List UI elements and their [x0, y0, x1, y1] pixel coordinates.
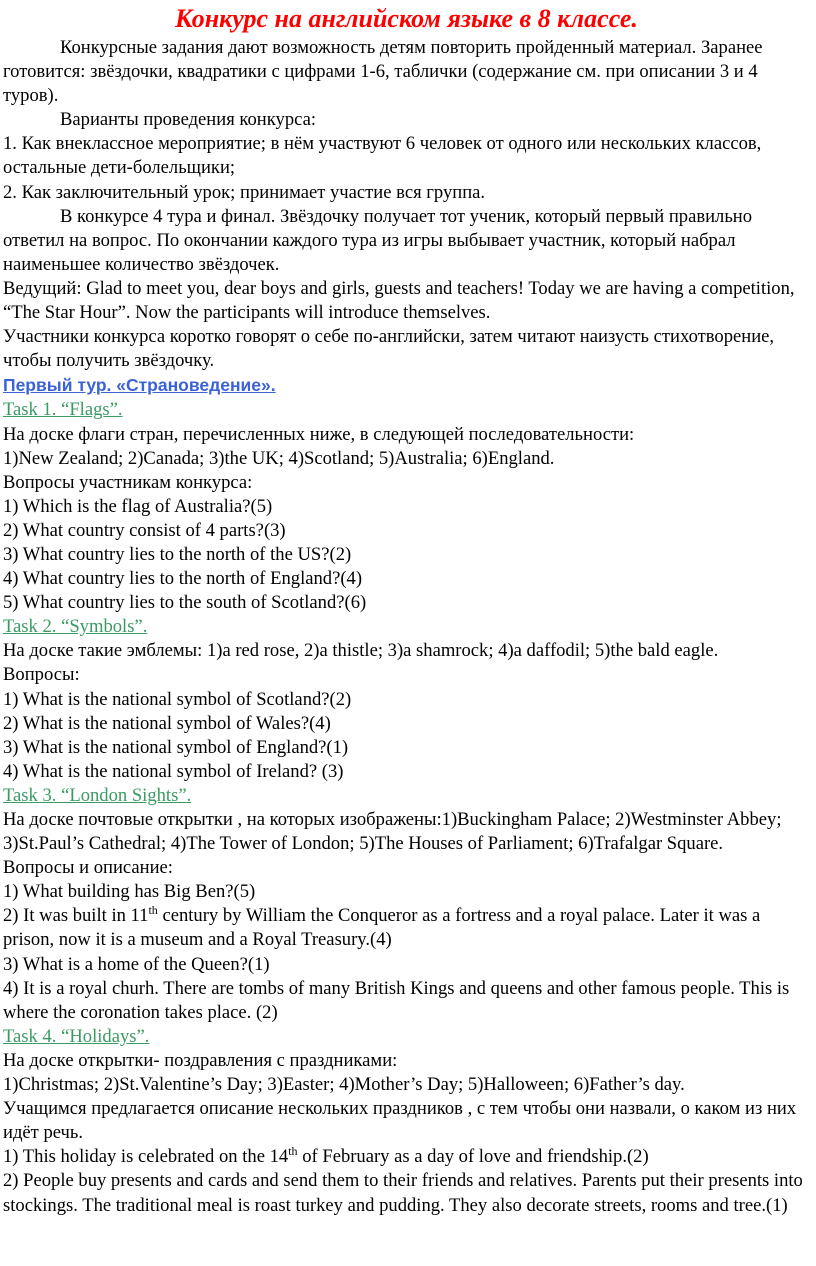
task1-question: 1) Which is the flag of Australia?(5)	[3, 495, 273, 517]
task1-question: 4) What country lies to the north of England?(4)	[3, 568, 363, 590]
task1-question: 5) What country lies to the south of Scotland?(6)	[3, 592, 367, 614]
task4-intro: На доске открытки- поздравления с праздниками:	[3, 1049, 398, 1071]
task2-question: 4) What is the national symbol of Ireland? (3)	[3, 760, 344, 782]
task1-line: 1)New Zealand; 2)Canada; 3)the UK; 4)Scotland; 5)Australia; 6)England.	[3, 447, 555, 469]
rules-paragraph: В конкурсе 4 тура и финал. Звёздочку получает тот ученик, который первый правильно ответил на вопрос. По окончании каждого тура из игры выбывает участник, который набрал наименьшее количество звёздочек.	[3, 205, 753, 275]
task3-questions-label: Вопросы и описание:	[3, 857, 173, 879]
task2-heading: Task 2. “Symbols”.	[3, 616, 148, 638]
task3-question: 2) It was built in 11th century by William the Conqueror as a fortress and a royal palace. Later it was a prison, now it is a museum and a Royal Treasury.(4)	[3, 903, 761, 951]
task4-question: 1) This holiday is celebrated on the 14th of February as a day of love and friendship.(2)	[3, 1144, 649, 1168]
task3-intro: На доске почтовые открытки , на которых изображены:1)Buckingham Palace; 2)Westminster Abbey; 3)St.Paul’s Cathedral; 4)The Tower of London; 5)The Houses of Parliament; 6)Trafalgar Square.	[3, 809, 782, 855]
task3-heading: Task 3. “London Sights”.	[3, 784, 192, 806]
task3-question: 1) What building has Big Ben?(5)	[3, 881, 256, 903]
host-speech: Ведущий: Glad to meet you, dear boys and girls, guests and teachers! Today we are having a competition, “The Star Hour”. Now the participants will introduce themselves.	[3, 277, 795, 324]
task4-list: 1)Christmas; 2)St.Valentine’s Day; 3)Easter; 4)Mother’s Day; 5)Halloween; 6)Father’s day.	[3, 1074, 685, 1096]
task1-line: Вопросы участникам конкурса:	[3, 471, 253, 493]
variant-item: 2. Как заключительный урок; принимает участие вся группа.	[3, 181, 486, 203]
task1-question: 3) What country lies to the north of the US?(2)	[3, 543, 352, 565]
task4-question: 2) People buy presents and cards and send them to their friends and relatives. Parents put their presents into stockings. The traditional meal is roast turkey and pudding. They also decorate streets, rooms and tree.(1)	[3, 1170, 803, 1216]
task4-heading: Task 4. “Holidays”.	[3, 1025, 150, 1047]
variants-heading: Варианты проведения конкурса:	[60, 109, 317, 131]
tour1-heading: Первый тур. «Страноведение».	[3, 375, 276, 396]
task1-heading: Task 1. “Flags”.	[3, 399, 123, 421]
variant-item: 1. Как внеклассное мероприятие; в нём участвуют 6 человек от одного или нескольких классов, остальные дети-болельщики;	[3, 133, 762, 179]
task1-question: 2) What country consist of 4 parts?(3)	[3, 519, 286, 541]
task3-question: 4) It is a royal churh. There are tombs of many British Kings and queens and other famous people. This is where the coronation takes place. (2)	[3, 977, 790, 1023]
intro-paragraph: Конкурсные задания дают возможность детям повторить пройденный материал. Заранее готовится: звёздочки, квадратики с цифрами 1-6, таблички (содержание см. при описании 3 и 4 туров).	[3, 37, 763, 107]
task2-question: 1) What is the national symbol of Scotland?(2)	[3, 688, 352, 710]
task4-description: Учащимся предлагается описание нескольких праздников , с тем чтобы они назвали, о каком из них идёт речь.	[3, 1098, 797, 1144]
participants-paragraph: Участники конкурса коротко говорят о себе по-английски, затем читают наизусть стихотворение, чтобы получить звёздочку.	[3, 326, 775, 372]
task2-line: На доске такие эмблемы: 1)a red rose, 2)a thistle; 3)a shamrock; 4)a daffodil; 5)the bald eagle.	[3, 640, 719, 662]
task3-question: 3) What is a home of the Queen?(1)	[3, 953, 270, 975]
document-title: Конкурс на английском языке в 8 классе.	[175, 4, 638, 33]
task1-line: На доске флаги стран, перечисленных ниже, в следующей последовательности:	[3, 423, 635, 445]
task2-question: 2) What is the national symbol of Wales?(4)	[3, 712, 331, 734]
task2-line: Вопросы:	[3, 664, 80, 686]
task2-question: 3) What is the national symbol of England?(1)	[3, 736, 349, 758]
